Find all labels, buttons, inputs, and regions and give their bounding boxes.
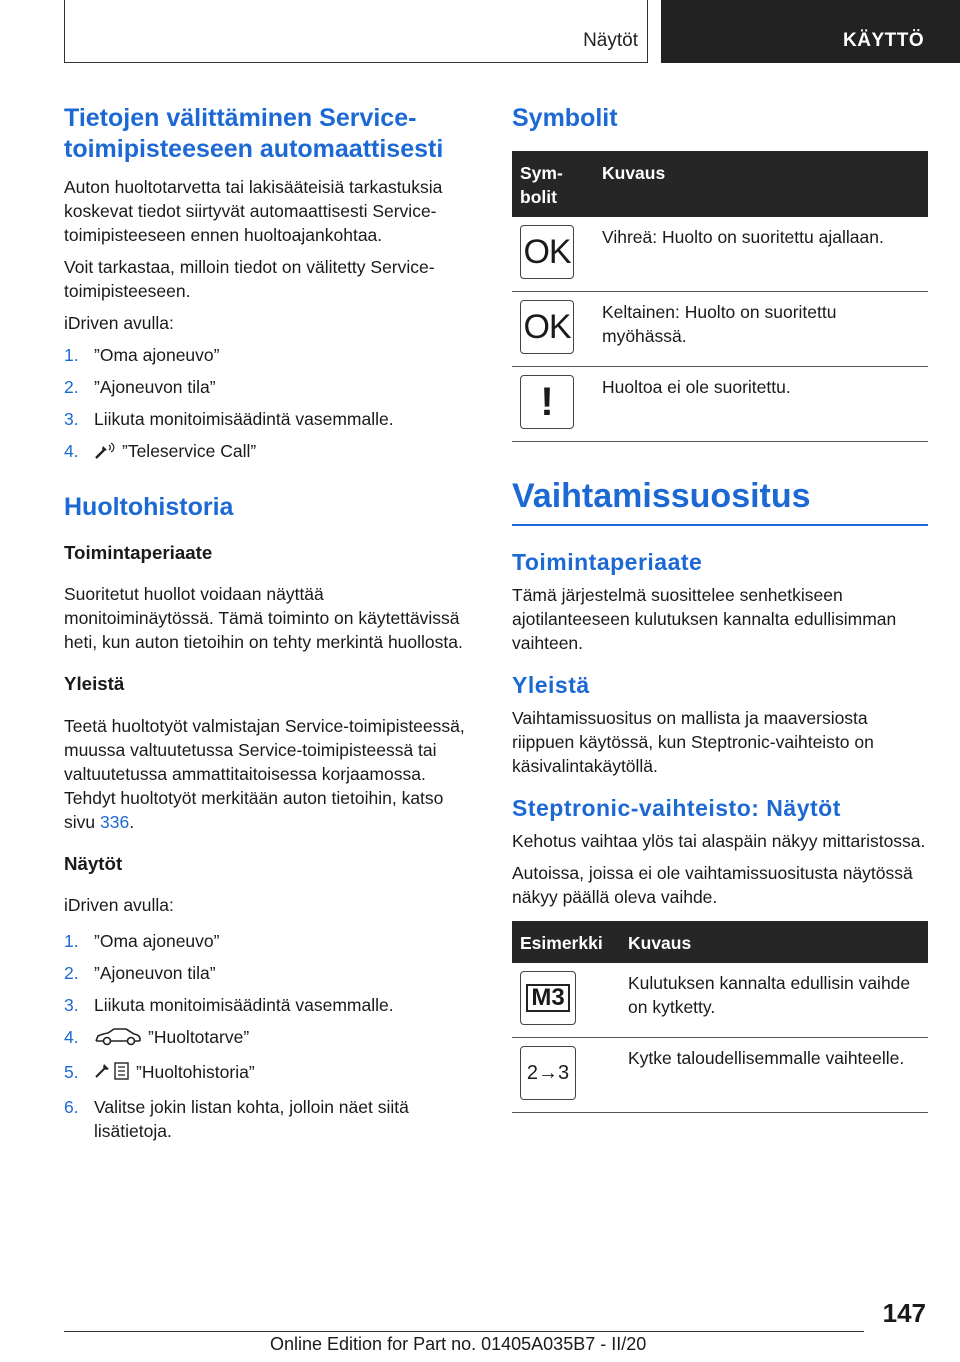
list-item (64, 993, 476, 1017)
table-cell: Huoltoa ei ole suoritettu. (594, 367, 928, 442)
steps-list (64, 929, 476, 1143)
table-cell: Kulutuksen kannalta edullisin vaihde on kytketty. (620, 963, 928, 1038)
step-text: Valitse jokin listan kohta, jolloin näet siitä lisätietoja. (94, 1097, 409, 1142)
list-item (64, 929, 476, 953)
column-header: Kuvaus (594, 151, 928, 217)
subheading-displays: Näytöt (64, 852, 123, 874)
step-number: 3. (64, 409, 79, 429)
left-column (64, 103, 476, 1157)
page-link[interactable]: 336 (100, 811, 130, 832)
footer-divider (64, 1331, 864, 1332)
header-left-frame (64, 0, 648, 63)
icon-glyph: OK (523, 233, 571, 271)
shift-2-3-icon (520, 1046, 576, 1100)
paragraph-text: . (129, 811, 135, 832)
paragraph: Suoritetut huollot voidaan näyttää monitoiminäytössä. Tämä toiminto on käytettävissä heti, kun auton tietoihin on tehty merkintä huollosta. (64, 584, 463, 653)
table-row (512, 367, 928, 442)
section-title-data-transfer: Tietojen välittäminen Service-toimipisteeseen automaattisesti (64, 104, 444, 163)
exclamation-icon (520, 375, 574, 429)
step-number: 4. (64, 441, 79, 461)
subheading-principle: Toimintaperiaate (64, 541, 213, 563)
subheading-steptronic: Steptronic-vaihteisto: Näytöt (512, 795, 841, 821)
ok-green-icon (520, 225, 574, 279)
section-title-symbols: Symbolit (512, 104, 618, 132)
header-section-title: Näytöt (583, 30, 638, 51)
subheading-general: Yleistä (64, 673, 125, 695)
list-item (64, 407, 476, 431)
paragraph: Vaihtamissuositus on mallista ja maaversiosta riippuen käytössä, kun Steptronic-vaihteisto on käsivalintakäytöllä. (512, 708, 874, 776)
column-header: Sym- bolit (512, 151, 594, 217)
step-number: 6. (64, 1097, 79, 1118)
table-cell: Kytke taloudellisemmalle vaihteelle. (620, 1038, 928, 1113)
icon-glyph: 2→3 (526, 1062, 570, 1084)
table-row (512, 292, 928, 367)
step-number: 2. (64, 963, 79, 984)
step-number: 2. (64, 377, 79, 397)
step-text: ”Huoltohistoria” (136, 1062, 255, 1083)
step-text: ”Ajoneuvon tila” (94, 963, 216, 984)
car-icon (94, 1028, 142, 1052)
step-text: ”Teleservice Call” (122, 441, 257, 461)
header-chapter-label: KÄYTTÖ (843, 30, 925, 51)
subheading-principle: Toimintaperiaate (512, 549, 703, 575)
table-header-row (512, 921, 928, 963)
step-text: Liikuta monitoimisäädintä vasemmalle. (94, 995, 394, 1016)
icon-glyph: ! (540, 380, 554, 424)
list-item (64, 1095, 476, 1143)
column-header: Kuvaus (620, 921, 928, 963)
table-header-row (512, 151, 928, 217)
step-text: ”Huoltotarve” (148, 1027, 250, 1048)
ok-yellow-icon (520, 300, 574, 354)
paragraph (64, 714, 476, 834)
column-header: Esimerkki (512, 921, 620, 963)
footer-edition: Online Edition for Part no. 01405A035B7 - II/20 (270, 1334, 647, 1354)
teleservice-wrench-icon (94, 442, 116, 466)
paragraph: Tämä järjestelmä suosittelee senhetkiseen ajotilanteeseen kulutuksen kannalta edullisimman vaihteen. (512, 585, 897, 653)
icon-glyph: OK (523, 308, 571, 346)
gear-m3-icon (520, 971, 576, 1025)
list-item (64, 961, 476, 985)
paragraph: iDriven avulla: (64, 895, 174, 916)
paragraph: iDriven avulla: (64, 313, 174, 333)
step-number: 1. (64, 931, 79, 952)
step-number: 3. (64, 995, 79, 1016)
paragraph: Voit tarkastaa, milloin tiedot on välitetty Service-toimipisteeseen. (64, 257, 435, 301)
paragraph: Auton huoltotarvetta tai lakisääteisiä tarkastuksia koskevat tiedot siirtyvät automaattisesti Service-toimipisteeseen ennen huoltoajankohtaa. (64, 177, 443, 245)
symbols-table (512, 151, 928, 442)
paragraph: Autoissa, joissa ei ole vaihtamissuositusta näytössä näkyy päällä oleva vaihde. (512, 863, 913, 907)
list-item (64, 343, 476, 367)
list-item (64, 375, 476, 399)
list-item (64, 1060, 476, 1087)
icon-glyph: M3 (526, 984, 569, 1012)
table-row (512, 1038, 928, 1113)
paragraph-text: Teetä huoltotyöt valmistajan Service-toimipisteessä, muussa valtuutetussa Service-toimipisteessä tai valtuutetussa ammattitaitoisessa korjaamossa. Tehdyt huoltotyöt merkitään auton tietoihin, katso sivu (64, 715, 465, 832)
table-row (512, 963, 928, 1038)
step-number: 1. (64, 345, 79, 365)
table-cell: Vihreä: Huolto on suoritettu ajallaan. (594, 217, 928, 292)
page-number: 147 (882, 1298, 926, 1328)
subheading-general: Yleistä (512, 672, 590, 698)
list-item (64, 1025, 476, 1052)
step-text: ”Oma ajoneuvo” (94, 931, 220, 952)
section-title-service-history: Huoltohistoria (64, 493, 234, 521)
step-number: 4. (64, 1027, 79, 1048)
steps-list (64, 343, 476, 466)
step-text: Liikuta monitoimisäädintä vasemmalle. (94, 409, 394, 429)
paragraph: Kehotus vaihtaa ylös tai alaspäin näkyy mittaristossa. (512, 831, 926, 851)
service-history-icon (94, 1061, 130, 1087)
table-cell: Keltainen: Huolto on suoritettu myöhässä. (594, 292, 928, 367)
list-item (64, 439, 476, 466)
section-title-shift-recommendation: Vaihtamissuositus (512, 474, 928, 526)
examples-table (512, 921, 928, 1113)
right-column (512, 103, 928, 1131)
step-text: ”Ajoneuvon tila” (94, 377, 216, 397)
table-row (512, 217, 928, 292)
step-number: 5. (64, 1062, 79, 1083)
step-text: ”Oma ajoneuvo” (94, 345, 220, 365)
header-chapter-tab (661, 0, 960, 63)
